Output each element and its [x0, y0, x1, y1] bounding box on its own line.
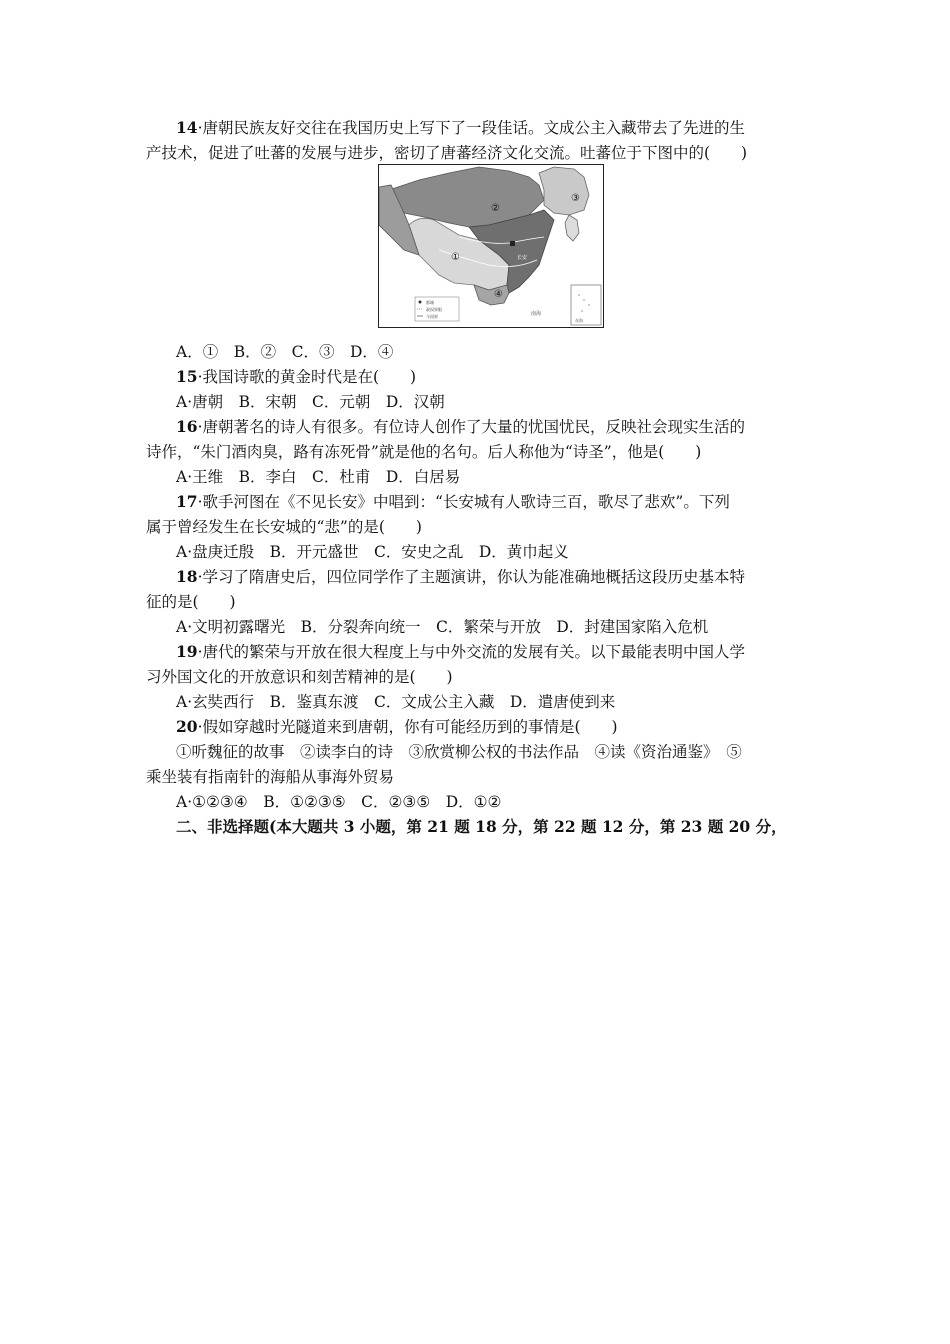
- region-label-1: ①: [451, 252, 460, 263]
- q17-stem-1: ·歌手河图在《不见长安》中唱到：“长安城有人歌诗三百，歌尽了悲欢”。下列: [197, 493, 730, 511]
- q14-options: A．① B．② C．③ D．④: [176, 343, 394, 361]
- legend-border: 政权界限: [426, 307, 442, 312]
- q19-stem-1: ·唐代的繁荣与开放在很大程度上与中外交流的发展有关。以下最能表明中国人学: [197, 643, 746, 661]
- place-label-changan: 长安: [517, 255, 528, 261]
- region-label-3: ③: [571, 193, 580, 204]
- place-label-donghai: 东海: [575, 318, 583, 323]
- q16-number: 16: [176, 417, 198, 436]
- capital-marker: [510, 241, 515, 246]
- q17-line1: [176, 490, 840, 514]
- q20-stem: ·假如穿越时光隧道来到唐朝，你有可能经历到的事情是( ): [197, 718, 618, 736]
- q16-options: A·王维 B．李白 C．杜甫 D．白居易: [176, 468, 461, 486]
- q14-number: 14: [176, 118, 198, 137]
- q19-options: A·玄奘西行 B．鉴真东渡 C．文成公主入藏 D．遣唐使到来: [176, 693, 616, 711]
- q18-line1: [176, 565, 840, 589]
- place-label-nanhai: 南海: [531, 311, 542, 317]
- tang-dynasty-map: [378, 164, 604, 328]
- q20-items-2: 乘坐装有指南针的海船从事海外贸易: [146, 768, 395, 786]
- legend-national: 今国界: [426, 314, 438, 319]
- q15-stem: ·我国诗歌的黄金时代是在( ): [197, 368, 417, 386]
- q14-line2: 产技术，促进了吐蕃的发展与进步，密切了唐蕃经济文化交流。吐蕃位于下图中的( ): [146, 144, 748, 162]
- q16-line2: 诗作，“朱门酒肉臭，路有冻死骨”就是他的名句。后人称他为“诗圣”，他是( ): [146, 443, 702, 461]
- q18-options: A·文明初露曙光 B．分裂奔向统一 C．繁荣与开放 D．封建国家陷入危机: [176, 618, 709, 636]
- legend-capital: 都城: [426, 300, 434, 305]
- q19-line1: [176, 640, 840, 664]
- q20-options: A·①②③④ B．①②③⑤ C．②③⑤ D．①②: [176, 793, 502, 811]
- q15-number: 15: [176, 367, 198, 386]
- q20-line: [176, 715, 840, 739]
- q14-line1: [176, 116, 840, 140]
- q15-line: [176, 365, 840, 389]
- map-svg: [379, 165, 602, 326]
- q16-line1: [176, 415, 840, 439]
- q19-number: 19: [176, 642, 198, 661]
- q16-stem-1: ·唐朝著名的诗人有很多。有位诗人创作了大量的忧国忧民，反映社会现实生活的: [197, 418, 746, 436]
- q18-line2: 征的是( ): [146, 593, 236, 611]
- q18-stem-1: ·学习了隋唐史后，四位同学作了主题演讲，你认为能准确地概括这段历史基本特: [197, 568, 746, 586]
- q15-options: A·唐朝 B．宋朝 C．元朝 D．汉朝: [176, 393, 445, 411]
- region-label-4: ④: [494, 289, 503, 300]
- q18-number: 18: [176, 567, 198, 586]
- q17-number: 17: [176, 492, 198, 511]
- section2-heading: 二、非选择题(本大题共 3 小题，第 21 题 18 分，第 22 题 12 分，第 23 题 20 分，: [176, 817, 787, 836]
- q17-options: A·盘庚迁殷 B．开元盛世 C．安史之乱 D．黄巾起义: [176, 543, 569, 561]
- q20-number: 20: [176, 717, 198, 736]
- region-label-2: ②: [491, 203, 500, 214]
- q14-stem-1: ·唐朝民族友好交往在我国历史上写下了一段佳话。文成公主入藏带去了先进的生: [197, 119, 746, 137]
- q19-line2: 习外国文化的开放意识和刻苦精神的是( ): [146, 668, 453, 686]
- q17-line2: 属于曾经发生在长安城的“悲”的是( ): [146, 518, 422, 536]
- q20-items-1: ①听魏征的故事 ②读李白的诗 ③欣赏柳公权的书法作品 ④读《资治通鉴》 ⑤: [176, 743, 742, 761]
